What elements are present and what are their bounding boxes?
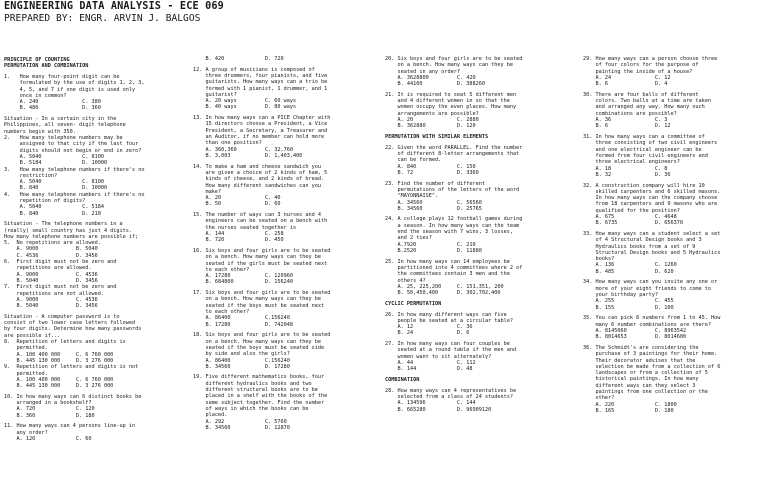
text-line: B. 5184 D. 10000	[4, 160, 108, 167]
text-line: B. 840 D. 210	[4, 210, 101, 217]
text-line: 4, 5, and 7 if one digit is used only	[4, 86, 136, 93]
text-line: 2. How many telephone numbers may be	[4, 135, 123, 142]
text-line: on a bench. How many ways can they be	[193, 254, 322, 261]
text-line: A. 240 C. 380	[4, 99, 101, 106]
text-line: B. 50 D. 60	[193, 201, 281, 208]
text-line: seated if the boys must be seated next	[193, 302, 325, 309]
text-line: B. 8014653 D. 8014600	[583, 334, 687, 341]
text-line: assigned to that city if the last four	[4, 141, 139, 148]
text-line: A. 360,360 C. 32,760	[193, 146, 293, 153]
text-line: 3. How many telephone numbers if there's no	[4, 166, 145, 173]
section-heading: PERMUTATION WITH SIMILAR ELEMENTS	[385, 134, 489, 141]
text-line: 7. First digit must not be zero and	[4, 284, 117, 291]
text-line: consist of two lower case letters followed	[4, 320, 136, 327]
text-line: B. 24 D. 6	[385, 330, 470, 337]
text-line: How many different sandwiches can you	[193, 182, 322, 189]
text-line: A. 5040 C. 5184	[4, 204, 104, 211]
text-line: than one position?	[193, 140, 262, 147]
text-line: can be formed.	[385, 157, 442, 164]
text-line: 1. How many four-point digit can be	[4, 73, 120, 80]
text-column-1	[4, 57, 194, 503]
text-line: B. 155 D. 100	[583, 304, 674, 311]
text-line: B. 34560 D. 12870	[193, 424, 290, 431]
text-line: partitioned into 4 committees where 2 of	[385, 264, 523, 271]
text-line: A. 25, 225,200 C. 151,351, 200	[385, 283, 504, 290]
text-line: to each other?	[193, 266, 250, 273]
text-line: B. 362880 D. 120	[385, 123, 476, 130]
text-line: many 6 number combinations are there?	[583, 321, 712, 328]
text-line: placed.	[193, 412, 228, 419]
text-line: permutations of the letters of the word	[385, 186, 520, 193]
text-line: 23. Find the number of different	[385, 180, 485, 187]
text-line: same subject together. Find the number	[193, 399, 325, 406]
text-line: permitted.	[4, 345, 48, 352]
text-line: B. 32 D. 36	[583, 171, 671, 178]
text-line: three consisting of two civil engineers	[583, 140, 718, 147]
text-line: A. 18 C. 8	[583, 165, 668, 172]
text-line: 10. In how many ways can 6 distinct books be	[4, 393, 142, 400]
text-line: three drummers, four pianists, and five	[193, 72, 328, 79]
text-line: Structural Design books and 5 Hydraulics	[583, 249, 721, 256]
text-line: on a bench. How many ways can they be	[193, 296, 322, 303]
text-line: landscapes or from a collection of 5	[583, 370, 708, 377]
text-line: are possible if...	[4, 332, 61, 339]
text-line: A. 8145060 C. 8963542	[583, 327, 687, 334]
text-line: 20. Six boys and four girls are to be seated	[385, 56, 523, 62]
text-line: Hydraulics books from a set of 9	[583, 243, 696, 250]
text-line: 15. The number of ways can 3 nurses and 4	[193, 212, 322, 219]
text-line: painting the inside of a house?	[583, 68, 693, 75]
text-line: A. 3628800 C. 420	[385, 74, 476, 81]
text-line: A. 9000 C. 4536	[4, 296, 98, 303]
text-line: 36. The Schmidt's are considering the	[583, 344, 699, 351]
text-line: B. 6 D. 12	[583, 123, 671, 130]
text-line: B. 420 D. 720	[193, 56, 284, 62]
text-line: B. 445 130 000 D. 3 276 000	[4, 383, 114, 390]
text-line: other?	[583, 395, 615, 402]
text-line: women occupy the even places. How many	[385, 104, 517, 111]
text-line: 15 directors choose a President, a Vice	[193, 121, 328, 128]
text-line: 31. In how many ways can a committee of	[583, 134, 705, 141]
text-line: the committees contain 3 men and the	[385, 271, 510, 278]
text-line: different hydraulics books and two	[193, 380, 312, 387]
text-line: A. 100 400 000 C. 6 760 000	[4, 351, 114, 358]
text-line: B. 665280 D. 96909120	[385, 406, 492, 413]
text-line: from 18 carpenters and 9 masons who are	[583, 201, 718, 208]
text-line: repetition of digits?	[4, 198, 86, 205]
text-line: B. 72 D. 3360	[385, 169, 479, 176]
text-line: any order?	[4, 429, 48, 436]
text-line: Situation - The telephone numbers in a	[4, 221, 123, 228]
text-line: permitted.	[4, 370, 48, 377]
text-line: A. 20 ways C. 60 ways	[193, 98, 297, 105]
text-line: combinations are possible?	[583, 110, 677, 117]
text-line: formulated by the use of digits 1, 2, 3,	[4, 80, 145, 87]
text-line: 21. It is required to seat 5 different men	[385, 91, 517, 98]
text-line: C. 4536 D. 3456	[4, 252, 98, 259]
text-line: A. 220 C. 1800	[583, 401, 677, 408]
text-line: 35. You can pick 6 numbers from 1 to 45. How	[583, 315, 721, 322]
text-line: repetitions are not allowed.	[4, 290, 104, 297]
text-line: others 4?	[385, 277, 426, 284]
text-line: of ways in which the books can be	[193, 405, 309, 412]
text-line: 24. A college plays 12 football games during	[385, 216, 523, 223]
text-column-2	[193, 56, 383, 502]
text-line: President, a Secretary, a Treasurer and	[193, 127, 328, 134]
text-line: formed from four civil engineers and	[583, 152, 708, 159]
text-line: 33. How many ways can a student select a set	[583, 230, 721, 237]
text-line: once in common?	[4, 92, 67, 99]
text-line: the nurses seated together is	[193, 224, 297, 231]
text-column-4	[583, 56, 768, 502]
section-heading: COMBINATION	[385, 376, 420, 383]
text-line: placed in a shelf with the books of the	[193, 393, 328, 400]
text-line: 19. Five different mathematics books, four	[193, 374, 325, 381]
text-line: repetitions are allowed.	[4, 265, 92, 272]
section-heading: CYCLIC PERMUTATION	[385, 300, 442, 307]
text-line: make?	[193, 188, 222, 195]
text-line: A. 9000 B. 5040	[4, 246, 98, 253]
text-line: 28. How many ways can 4 representatives be	[385, 387, 517, 394]
section-heading: PERMUTATION AND COMBINATION	[4, 63, 89, 70]
text-line: by four digits. Determine how many passwords	[4, 326, 142, 333]
text-line: B. 6735 D. 656370	[583, 220, 683, 227]
text-line: digits should not begin or end in zero?	[4, 147, 142, 154]
text-line: A. 9000 C. 4536	[4, 271, 98, 278]
text-line: seated at a round table if the men and	[385, 347, 517, 354]
text-line: B.2520 D. 11880	[385, 247, 482, 254]
text-line: A. 720 C. 120	[4, 406, 95, 413]
text-line: of different 8-letter arrangements that	[385, 151, 520, 158]
text-line: B. 34560 D. 17280	[193, 363, 290, 370]
text-line: A. 144 C. 258	[193, 230, 284, 237]
text-line: 26. In how many different ways can five	[385, 311, 507, 318]
text-line: A. 675 C. 4648	[583, 214, 677, 220]
document-author: PREPARED BY: ENGR. ARVIN J. BALGOS	[4, 13, 201, 24]
text-line: by side and also the girls?	[193, 351, 290, 358]
text-line: B. 144 D. 48	[385, 366, 473, 373]
text-line: 11. How many ways can 4 persons line-up in	[4, 423, 136, 430]
text-line: A. 86400 C.156240	[193, 315, 290, 322]
text-line: A. 840 C. 150	[385, 163, 476, 170]
text-line: guitarist?	[193, 91, 237, 98]
text-line: selected from a class of 24 students?	[385, 393, 514, 400]
text-line: more of your eight friends to come to	[583, 285, 712, 292]
text-line: A. 120 C. 60	[4, 435, 92, 442]
text-line: skilled carpenters and 6 skilled masons.	[583, 188, 721, 195]
text-line: 6. First digit must not be zero and	[4, 259, 117, 266]
text-line: B. 50,450,400 D. 302,702,400	[385, 290, 501, 297]
text-line: B. 6 D. 4	[583, 81, 668, 88]
text-line: In how many ways can the company choose	[583, 195, 718, 202]
text-line: arranged in a bookshelf?	[4, 400, 92, 407]
text-line: different structural books are to be	[193, 387, 318, 394]
text-line: A. 292 C. 5760	[193, 418, 287, 425]
text-line: books?	[583, 256, 615, 263]
text-line: B. 5040 D. 3456	[4, 303, 98, 310]
text-line: your birthday party?	[583, 292, 658, 299]
text-line: 34. How many ways can you invite any one or	[583, 279, 718, 286]
text-line: B. 360 D. 180	[4, 412, 95, 419]
text-line: 8. Repetition of letters and digits is	[4, 339, 126, 346]
text-line: 16. Six boys and four girls are to be seated	[193, 247, 331, 254]
text-line: guitarists. How many ways can a trio be	[193, 79, 328, 86]
text-line: B. 720 D. 450	[193, 237, 284, 244]
text-line: seated in any order?	[385, 68, 460, 75]
text-line: A. 34560 C. 56560	[385, 199, 482, 206]
text-line: 4. How many telephone numbers if there's no	[4, 191, 145, 198]
text-line: 17. Six boys and four girls are to be seated	[193, 290, 331, 297]
text-line: to each other?	[193, 309, 250, 316]
text-line: B. 17280 D. 742048	[193, 321, 293, 328]
text-line: and arranged any way. How many such	[583, 104, 705, 111]
text-line: and 2 ties?	[385, 235, 432, 242]
text-line: kinds of cheese, and 2 kinds of bread.	[193, 176, 325, 183]
text-line: end the season with 7 wins, 3 losses,	[385, 229, 514, 236]
text-line: three electrical engineers?	[583, 159, 680, 166]
text-line: engineers can be seated on a bench with	[193, 218, 328, 225]
text-line: women want to sit alternately?	[385, 353, 492, 360]
text-line: selection be made from a collection of 6	[583, 363, 721, 370]
text-line: formed with 1 pianist, 1 drummer, and 1	[193, 85, 328, 92]
text-line: A. 36 C. 3	[583, 117, 668, 124]
text-line: of 4 Structural Design books and 3	[583, 237, 702, 244]
text-line: 18. Six boys and four girls are to be seated	[193, 332, 331, 339]
text-line: seated if the girls must be seated next	[193, 260, 328, 267]
text-line: 32. A construction company will hire 10	[583, 182, 705, 189]
text-line: B. 684800 D. 156240	[193, 279, 293, 286]
text-line: Their decorator advises that the	[583, 357, 696, 364]
text-line: 12. A group of musicians is composed of	[193, 66, 315, 73]
text-line: B. 40 ways D. 80 ways	[193, 104, 297, 111]
text-line: 30. There are four balls of different	[583, 91, 699, 98]
text-line: A. 100 400 000 C. 6 760 000	[4, 376, 114, 383]
text-line: A. 255 C. 455	[583, 298, 674, 305]
text-line: are given a choice of 2 kinds of ham, 5	[193, 169, 328, 176]
text-line: B. 3,003 D. 1,403,400	[193, 152, 303, 159]
text-line: 29. How many ways can a person choose three	[583, 56, 718, 62]
text-line: How many telephone numbers are possible if;	[4, 233, 139, 240]
text-line: Philippines, all seven- digit telephone	[4, 122, 126, 129]
text-line: A. 5040 C. 8100	[4, 153, 104, 160]
text-line: Situation - A computer password is to	[4, 313, 120, 320]
text-line: 13. In how many ways can a PICE Chapter with	[193, 115, 331, 122]
text-line: and 4 different women in so that the	[385, 98, 510, 105]
text-line: B. 44100 D. 388260	[385, 81, 485, 88]
text-line: B. 445 130 000 D. 3 276 000	[4, 357, 114, 364]
text-line: 25. In how many ways can 14 employees be	[385, 258, 510, 265]
text-line: on a bench. How many ways can they be	[385, 62, 514, 69]
text-line: seated if the boys must be seated side	[193, 344, 325, 351]
text-line: B. 485 D. 620	[583, 268, 674, 275]
document-title: ENGINEERING DATA ANALYSIS - ECE 069	[4, 1, 224, 12]
text-line: A.7920 C. 210	[385, 241, 476, 248]
text-line: qualified for the position?	[583, 207, 680, 214]
text-line: A. 134596 C. 144	[385, 400, 476, 407]
text-line: and one electrical engineer can be	[583, 146, 702, 153]
text-line: "MAYONNAISE".	[385, 193, 439, 200]
text-line: an Auditor, if no member can hold more	[193, 134, 325, 141]
text-line: numbers begin with 350.	[4, 128, 76, 135]
text-line: A. 136 C. 1260	[583, 262, 677, 269]
text-line: purchase of 3 paintings for their home.	[583, 351, 718, 358]
text-line: A. 20 C. 2880	[385, 117, 479, 124]
text-line: historical paintings. In how many	[583, 376, 699, 383]
text-line: 22. Given the word PARALLEL. Find the number	[385, 144, 523, 151]
text-line: Situation - In a certain city in the	[4, 116, 117, 123]
text-line: paintings from one collection or the	[583, 388, 708, 395]
text-line: (really) small country has just 4 digits.	[4, 227, 133, 234]
text-line: of four colors for the purpose of	[583, 62, 699, 69]
text-line: on a bench. How many ways can they be	[193, 338, 322, 345]
text-line: B. 5040 D. 3456	[4, 277, 98, 284]
text-line: A. 17280 C. 120960	[193, 273, 293, 280]
text-line: B. 480 D. 360	[4, 105, 101, 112]
text-line: 14. To make a ham and cheese sandwich you	[193, 163, 322, 170]
section-heading: PRINCIPLE OF COUNTING	[4, 57, 70, 63]
text-column-3	[385, 56, 580, 502]
text-line: A. 86400 C.156240	[193, 357, 290, 364]
text-line: 5. No repetitions are allowed.	[4, 240, 101, 247]
text-line: B. 165 D. 180	[583, 407, 674, 414]
text-line: 27. In how many ways can four couples be	[385, 341, 510, 348]
text-line: A. 24 C. 12	[583, 74, 671, 81]
text-line: B. 840 D. 10000	[4, 185, 108, 192]
text-line: different ways can they select 3	[583, 382, 696, 389]
text-line: B. 34560 D. 25765	[385, 205, 482, 212]
text-line: colors. Two balls at a time are taken	[583, 98, 712, 105]
text-line: A. 12 C. 36	[385, 324, 473, 331]
text-line: A. 44 C. 112	[385, 359, 476, 366]
text-line: A. 20 C. 40	[193, 195, 281, 202]
text-line: arrangements are possible?	[385, 110, 479, 117]
text-line: restriction?	[4, 172, 58, 179]
text-line: people be seated at a circular table?	[385, 317, 514, 324]
text-line: A. 5040 C. 8100	[4, 179, 104, 186]
text-line: 9. Repetition of letters and digits is not	[4, 364, 139, 371]
text-line: a season. In how many ways can the team	[385, 222, 520, 229]
